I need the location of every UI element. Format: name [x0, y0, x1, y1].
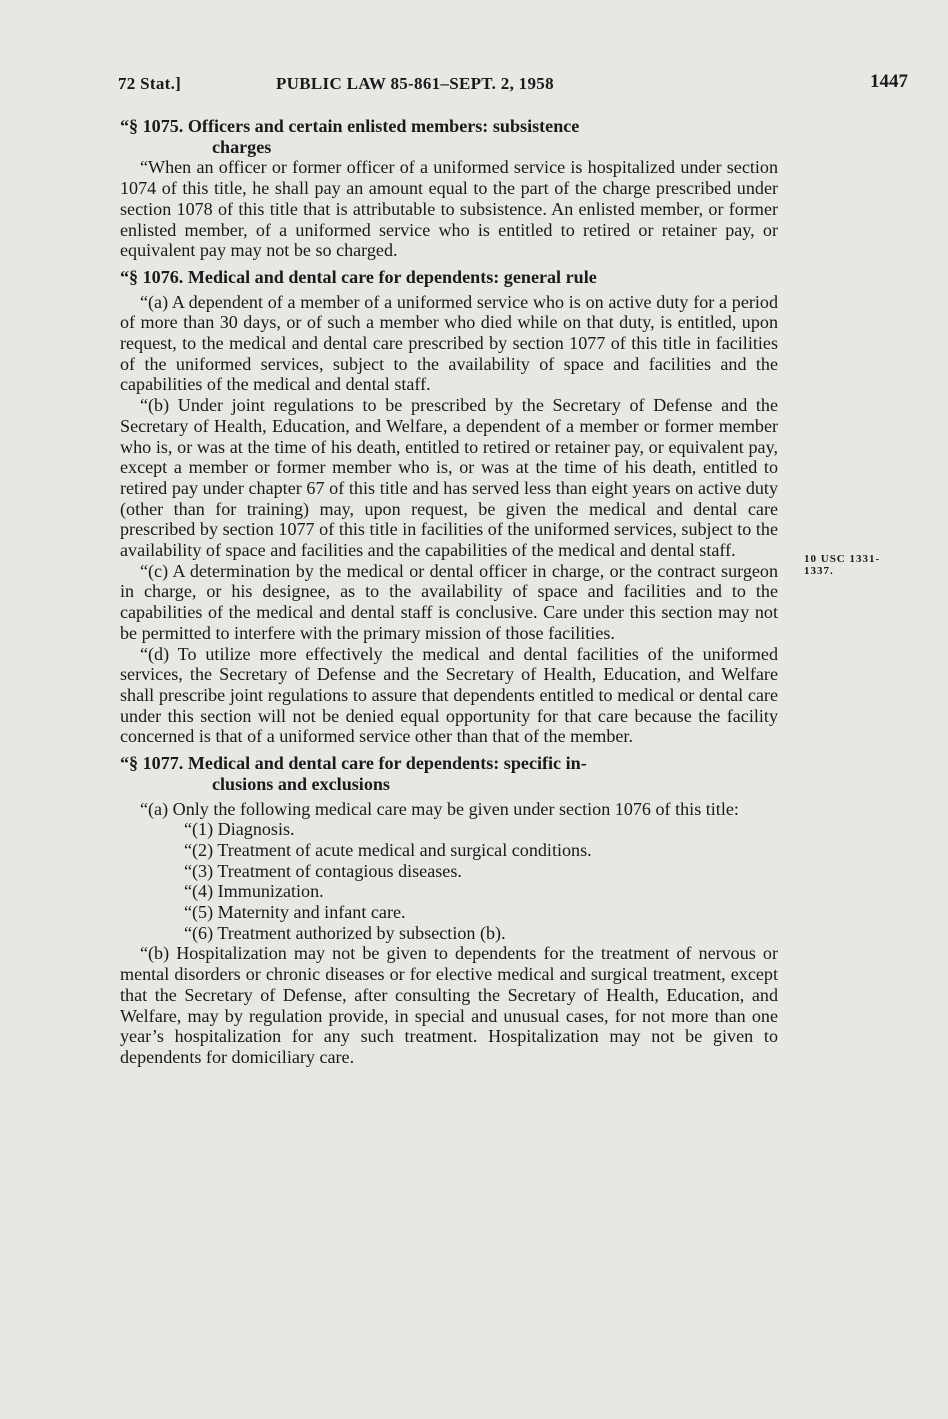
section-1077-subsection-b: “(b) Hospitalization may not be given to dependents for the treatment of nervous or mental disorders or chronic diseases or for elective medical and surgical treatment, except that the Secretary of Defense, after consulting the Secretary of Health, Education, and Welfare, may by regulation provide, in special and unusual cases, for not more than one year’s hospitalization for any such treatment. Hospitalization may not be given to dependents for domiciliary care.	[120, 943, 778, 1067]
section-1075-heading-line-2: charges	[212, 136, 272, 157]
section-1077-heading-line-2: clusions and exclusions	[212, 773, 390, 794]
section-1075-heading-line-1: “§ 1075. Officers and certain enlisted members: subsistence	[120, 116, 580, 136]
document-body	[120, 116, 778, 1068]
running-title: PUBLIC LAW 85-861–SEPT. 2, 1958	[276, 74, 554, 93]
margin-citation	[804, 553, 880, 577]
section-1077-care-list	[120, 819, 778, 943]
section-1077-heading	[120, 753, 778, 794]
list-item: “(4) Immunization.	[184, 881, 324, 902]
section-1077-heading-line-1: “§ 1077. Medical and dental care for dependents: specific in-	[120, 753, 587, 774]
section-1076-heading: “§ 1076. Medical and dental care for dependents: general rule	[120, 266, 597, 287]
section-1076-subsection-c: “(c) A determination by the medical or dental officer in charge, or the contract surgeon in charge, or his designee, as to the availability of space and facilities and to the capabilities of the medical and dental staff is conclusive. Care under this section may not be permitted to interfere with the primary mission of those facilities.	[120, 560, 778, 643]
page-number: 1447	[870, 71, 908, 92]
list-item: “(6) Treatment authorized by subsection (b).	[184, 922, 506, 943]
section-1077-subsection-a: “(a) Only the following medical care may be given under section 1076 of this title:	[140, 798, 739, 819]
section-1075-paragraph: “When an officer or former officer of a uniformed service is hospitalized under section 1074 of this title, he shall pay an amount equal to the part of the charge prescribed under section 1078 of this title that is attributable to subsistence. An enlisted member, or former enlisted member, of a uniformed service who is entitled to retired or retainer pay, or equivalent pay may not be so charged.	[120, 157, 778, 261]
list-item: “(3) Treatment of contagious diseases.	[184, 860, 462, 881]
section-1075-heading	[120, 116, 778, 157]
margin-citation-line-2: 1337.	[804, 565, 834, 577]
section-1076-subsection-a: “(a) A dependent of a member of a uniformed service who is on active duty for a period of more than 30 days, or of such a member who died while on that duty, is entitled, upon request, to the medical and dental care prescribed by section 1077 of this title in facilities of the uniformed services, subject to the availability of space and facilities and the capabilities of the medical and dental staff.	[120, 291, 778, 395]
section-1076-subsection-d: “(d) To utilize more effectively the medical and dental facilities of the uniformed services, the Secretary of Defense and the Secretary of Health, Education, and Welfare shall prescribe joint regulations to assure that dependents entitled to medical or dental care under this section will not be denied equal opportunity for that care because the facility concerned is that of a uniformed service other than that of the member.	[120, 643, 778, 747]
list-item: “(5) Maternity and infant care.	[184, 902, 406, 923]
list-item: “(2) Treatment of acute medical and surgical conditions.	[184, 839, 592, 860]
list-item: “(1) Diagnosis.	[184, 819, 295, 840]
margin-citation-line-1: 10 USC 1331-	[804, 553, 881, 565]
section-1076-subsection-b: “(b) Under joint regulations to be prescribed by the Secretary of Defense and the Secretary of Health, Education, and Welfare, a dependent of a member or former member who is, or was at the time of his death, entitled to retired or retainer pay, or equivalent pay, except a member or former member who is, or was at the time of his death, entitled to retired pay under chapter 67 of this title and has served less than eight years on active duty (other than for training) may, upon request, be given the medical and dental care prescribed by section 1077 of this title in facilities of the uniformed services, subject to the availability of space and facilities and the capabilities of the medical and dental staff.	[120, 395, 778, 561]
statute-reference: 72 Stat.]	[118, 74, 182, 93]
page-header	[118, 71, 908, 98]
